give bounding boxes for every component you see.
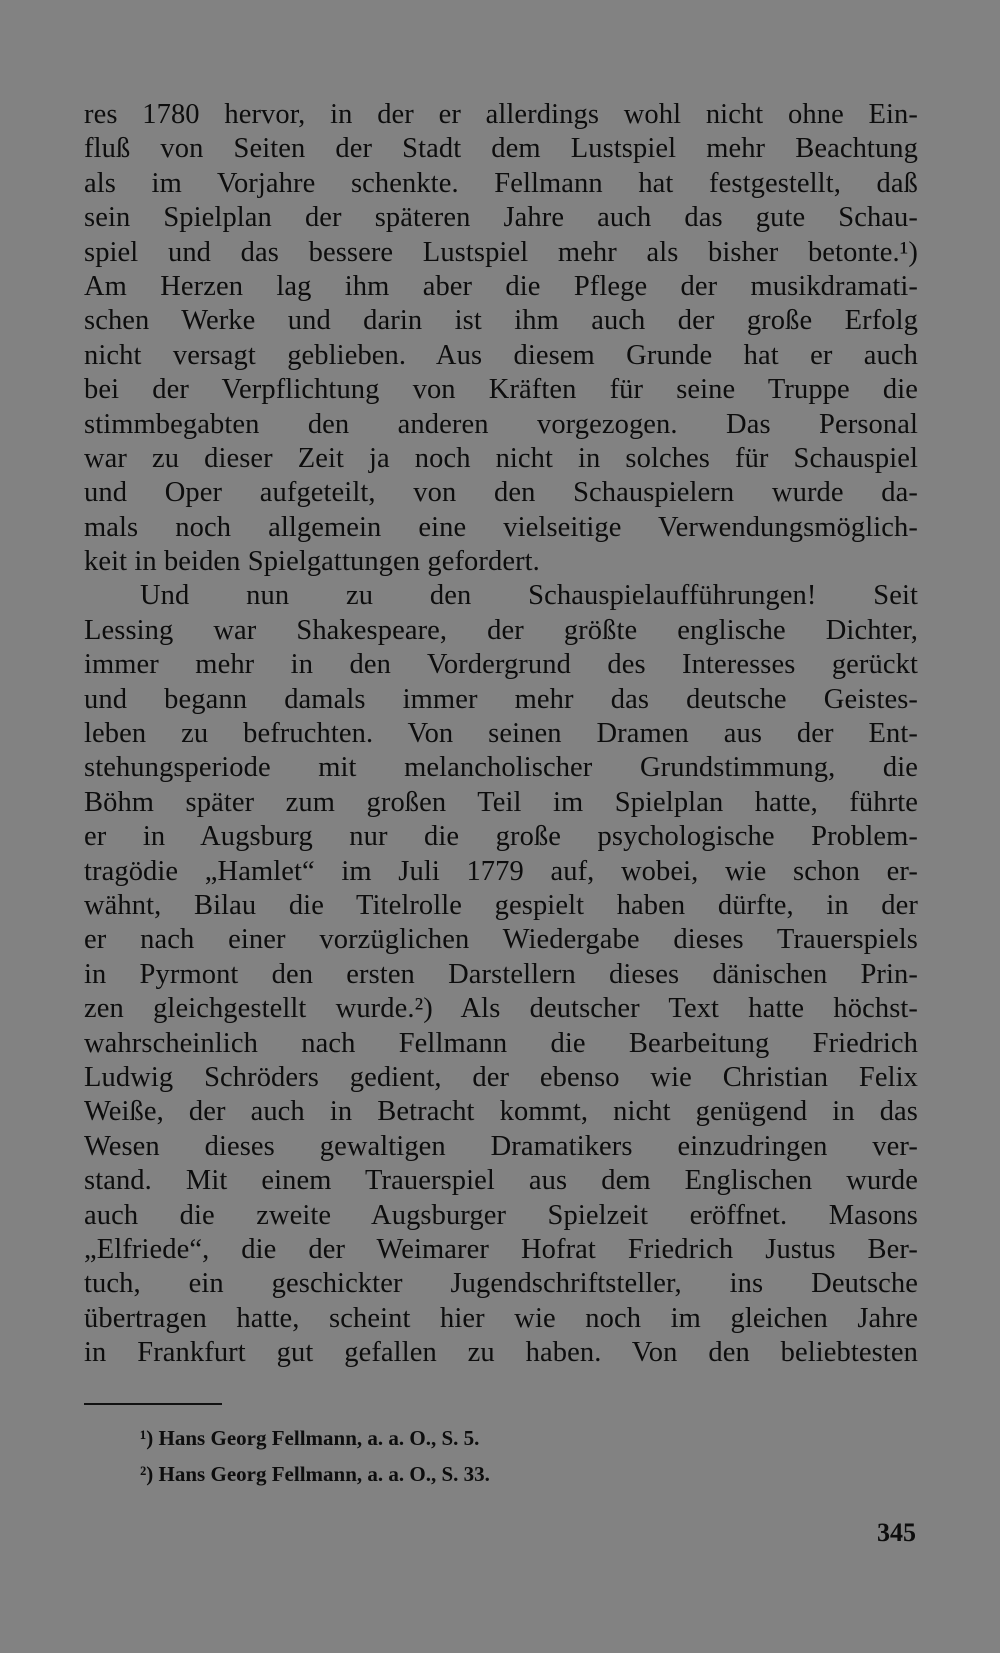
text-line: Böhm später zum großen Teil im Spielplan hatte, führte bbox=[84, 786, 918, 818]
text-line: er in Augsburg nur die große psychologische Problem- bbox=[84, 821, 918, 853]
footnotes bbox=[140, 1420, 840, 1492]
text-line: leben zu befruchten. Von seinen Dramen aus der Ent- bbox=[84, 718, 918, 750]
text-line: immer mehr in den Vordergrund des Interesses gerückt bbox=[84, 649, 918, 681]
text-line: Am Herzen lag ihm aber die Pflege der musikdramati- bbox=[84, 270, 918, 302]
text-line: zen gleichgestellt wurde.²) Als deutscher Text hatte höchst- bbox=[84, 993, 918, 1025]
text-line: Und nun zu den Schauspielaufführungen! Seit bbox=[140, 580, 918, 612]
footnote-text: Hans Georg Fellmann, a. a. O., S. 5. bbox=[158, 1426, 480, 1450]
text-line: schen Werke und darin ist ihm auch der große Erfolg bbox=[84, 305, 918, 337]
footnote-mark: ²) bbox=[140, 1462, 154, 1486]
text-line: und begann damals immer mehr das deutsche Geistes- bbox=[84, 683, 918, 715]
text-line: stand. Mit einem Trauerspiel aus dem Englischen wurde bbox=[84, 1165, 918, 1197]
footnote-2 bbox=[140, 1456, 840, 1492]
text-line: Ludwig Schröders gedient, der ebenso wie Christian Felix bbox=[84, 1061, 918, 1093]
body-text bbox=[84, 98, 918, 1370]
text-line: auch die zweite Augsburger Spielzeit eröffnet. Masons bbox=[84, 1199, 918, 1231]
text-line: übertragen hatte, scheint hier wie noch im gleichen Jahre bbox=[84, 1302, 918, 1334]
text-line: Wesen dieses gewaltigen Dramatikers einzudringen ver- bbox=[84, 1130, 918, 1162]
text-line: als im Vorjahre schenkte. Fellmann hat festgestellt, daß bbox=[84, 167, 918, 199]
footnote-divider bbox=[84, 1403, 222, 1405]
text-line: war zu dieser Zeit ja noch nicht in solches für Schauspiel bbox=[84, 442, 918, 474]
page-number: 345 bbox=[877, 1518, 916, 1547]
text-line: „Elfriede“, die der Weimarer Hofrat Friedrich Justus Ber- bbox=[84, 1233, 918, 1265]
text-line: und Oper aufgeteilt, von den Schauspielern wurde da- bbox=[84, 477, 918, 509]
text-line: bei der Verpflichtung von Kräften für seine Truppe die bbox=[84, 374, 918, 406]
text-line: wähnt, Bilau die Titelrolle gespielt haben dürfte, in der bbox=[84, 889, 918, 921]
text-line: in Frankfurt gut gefallen zu haben. Von den beliebtesten bbox=[84, 1337, 918, 1369]
text-line: in Pyrmont den ersten Darstellern dieses dänischen Prin- bbox=[84, 958, 918, 990]
text-line: stehungsperiode mit melancholischer Grundstimmung, die bbox=[84, 752, 918, 784]
footnote-mark: ¹) bbox=[140, 1426, 154, 1450]
text-line: keit in beiden Spielgattungen gefordert. bbox=[84, 546, 540, 578]
footnote-text: Hans Georg Fellmann, a. a. O., S. 33. bbox=[158, 1462, 490, 1486]
footnote-1 bbox=[140, 1420, 840, 1456]
text-line: sein Spielplan der späteren Jahre auch das gute Schau- bbox=[84, 202, 918, 234]
text-line: spiel und das bessere Lustspiel mehr als bisher betonte.¹) bbox=[84, 236, 918, 268]
text-line: tragödie „Hamlet“ im Juli 1779 auf, wobei, wie schon er- bbox=[84, 855, 918, 887]
text-line: stimmbegabten den anderen vorgezogen. Das Personal bbox=[84, 408, 918, 440]
text-line: Lessing war Shakespeare, der größte englische Dichter, bbox=[84, 614, 918, 646]
text-line: er nach einer vorzüglichen Wiedergabe dieses Trauerspiels bbox=[84, 924, 918, 956]
text-line: tuch, ein geschickter Jugendschriftsteller, ins Deutsche bbox=[84, 1268, 918, 1300]
text-line: nicht versagt geblieben. Aus diesem Grunde hat er auch bbox=[84, 339, 918, 371]
text-line: wahrscheinlich nach Fellmann die Bearbeitung Friedrich bbox=[84, 1027, 918, 1059]
text-line: mals noch allgemein eine vielseitige Verwendungsmöglich- bbox=[84, 511, 918, 543]
text-line: fluß von Seiten der Stadt dem Lustspiel mehr Beachtung bbox=[84, 133, 918, 165]
text-line: Weiße, der auch in Betracht kommt, nicht genügend in das bbox=[84, 1096, 918, 1128]
text-line: res 1780 hervor, in der er allerdings wohl nicht ohne Ein- bbox=[84, 99, 918, 130]
